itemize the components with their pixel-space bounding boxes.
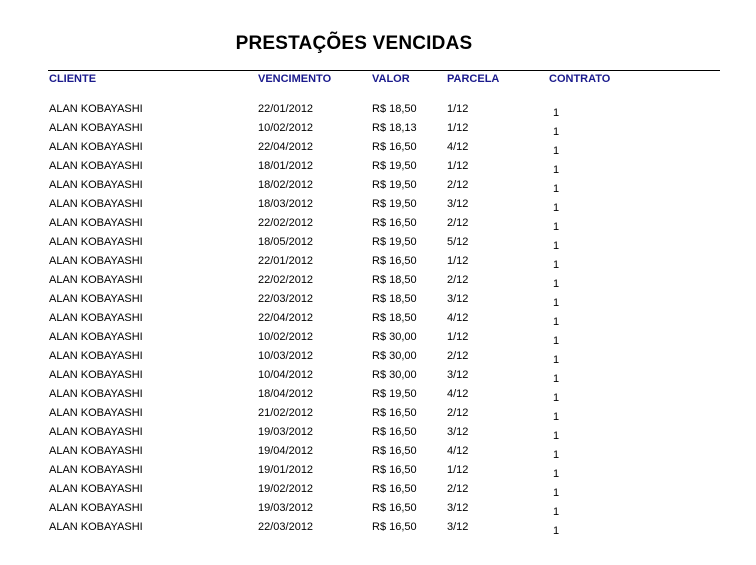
column-header-parcela: PARCELA (447, 73, 500, 85)
cell-contrato: 1 (553, 126, 560, 138)
cell-parcela: 1/12 (447, 464, 469, 476)
table-row (0, 521, 756, 540)
cell-valor: R$ 18,50 (372, 274, 417, 286)
cell-parcela: 2/12 (447, 274, 469, 286)
cell-valor: R$ 30,00 (372, 350, 417, 362)
cell-contrato: 1 (553, 525, 560, 537)
cell-contrato: 1 (553, 392, 560, 404)
column-header-contrato: CONTRATO (549, 73, 611, 85)
cell-parcela: 3/12 (447, 521, 469, 533)
cell-cliente: ALAN KOBAYASHI (49, 331, 143, 343)
cell-parcela: 4/12 (447, 445, 469, 457)
cell-cliente: ALAN KOBAYASHI (49, 293, 143, 305)
table-row (0, 122, 756, 141)
cell-vencimento: 18/05/2012 (258, 236, 314, 248)
cell-cliente: ALAN KOBAYASHI (49, 483, 143, 495)
cell-parcela: 2/12 (447, 407, 469, 419)
cell-parcela: 1/12 (447, 103, 469, 115)
cell-valor: R$ 19,50 (372, 160, 417, 172)
cell-vencimento: 18/02/2012 (258, 179, 314, 191)
cell-vencimento: 22/04/2012 (258, 141, 314, 153)
table-row (0, 388, 756, 407)
table-row (0, 350, 756, 369)
cell-cliente: ALAN KOBAYASHI (49, 426, 143, 438)
cell-contrato: 1 (553, 183, 560, 195)
cell-valor: R$ 16,50 (372, 426, 417, 438)
cell-parcela: 4/12 (447, 388, 469, 400)
cell-parcela: 3/12 (447, 293, 469, 305)
cell-vencimento: 10/04/2012 (258, 369, 314, 381)
cell-contrato: 1 (553, 164, 560, 176)
cell-vencimento: 22/02/2012 (258, 217, 314, 229)
cell-cliente: ALAN KOBAYASHI (49, 103, 143, 115)
table-row (0, 369, 756, 388)
cell-valor: R$ 16,50 (372, 502, 417, 514)
column-header-vencimento: VENCIMENTO (258, 73, 332, 85)
column-header-cliente: CLIENTE (49, 73, 97, 85)
table-row (0, 483, 756, 502)
table-row (0, 293, 756, 312)
cell-vencimento: 19/03/2012 (258, 426, 314, 438)
cell-valor: R$ 16,50 (372, 483, 417, 495)
cell-valor: R$ 16,50 (372, 217, 417, 229)
table-row (0, 445, 756, 464)
cell-contrato: 1 (553, 373, 560, 385)
table-header (0, 73, 756, 87)
cell-cliente: ALAN KOBAYASHI (49, 312, 143, 324)
cell-cliente: ALAN KOBAYASHI (49, 122, 143, 134)
table-row (0, 331, 756, 350)
cell-parcela: 3/12 (447, 426, 469, 438)
cell-vencimento: 19/01/2012 (258, 464, 314, 476)
cell-contrato: 1 (553, 430, 560, 442)
table-row (0, 426, 756, 445)
cell-valor: R$ 19,50 (372, 388, 417, 400)
cell-cliente: ALAN KOBAYASHI (49, 217, 143, 229)
cell-parcela: 3/12 (447, 502, 469, 514)
cell-vencimento: 22/01/2012 (258, 103, 314, 115)
cell-valor: R$ 19,50 (372, 198, 417, 210)
cell-valor: R$ 16,50 (372, 445, 417, 457)
cell-vencimento: 22/02/2012 (258, 274, 314, 286)
cell-cliente: ALAN KOBAYASHI (49, 369, 143, 381)
cell-valor: R$ 18,50 (372, 312, 417, 324)
table-row (0, 407, 756, 426)
cell-vencimento: 19/02/2012 (258, 483, 314, 495)
cell-parcela: 4/12 (447, 312, 469, 324)
cell-vencimento: 18/01/2012 (258, 160, 314, 172)
cell-valor: R$ 16,50 (372, 407, 417, 419)
cell-cliente: ALAN KOBAYASHI (49, 236, 143, 248)
cell-vencimento: 22/03/2012 (258, 521, 314, 533)
cell-parcela: 1/12 (447, 331, 469, 343)
cell-parcela: 3/12 (447, 198, 469, 210)
cell-valor: R$ 18,50 (372, 103, 417, 115)
cell-valor: R$ 16,50 (372, 141, 417, 153)
table-row (0, 217, 756, 236)
cell-contrato: 1 (553, 278, 560, 290)
cell-cliente: ALAN KOBAYASHI (49, 198, 143, 210)
cell-parcela: 5/12 (447, 236, 469, 248)
cell-vencimento: 10/02/2012 (258, 122, 314, 134)
cell-parcela: 3/12 (447, 369, 469, 381)
cell-parcela: 2/12 (447, 179, 469, 191)
table-row (0, 255, 756, 274)
cell-valor: R$ 18,13 (372, 122, 417, 134)
cell-contrato: 1 (553, 487, 560, 499)
cell-vencimento: 22/01/2012 (258, 255, 314, 267)
cell-vencimento: 18/04/2012 (258, 388, 314, 400)
cell-valor: R$ 18,50 (372, 293, 417, 305)
column-header-valor: VALOR (372, 73, 410, 85)
cell-contrato: 1 (553, 202, 560, 214)
table-row (0, 236, 756, 255)
cell-vencimento: 10/02/2012 (258, 331, 314, 343)
cell-contrato: 1 (553, 240, 560, 252)
cell-contrato: 1 (553, 506, 560, 518)
cell-contrato: 1 (553, 259, 560, 271)
table-row (0, 179, 756, 198)
cell-contrato: 1 (553, 468, 560, 480)
cell-cliente: ALAN KOBAYASHI (49, 141, 143, 153)
cell-vencimento: 19/03/2012 (258, 502, 314, 514)
cell-cliente: ALAN KOBAYASHI (49, 388, 143, 400)
cell-valor: R$ 30,00 (372, 331, 417, 343)
cell-valor: R$ 16,50 (372, 255, 417, 267)
cell-cliente: ALAN KOBAYASHI (49, 350, 143, 362)
table-row (0, 502, 756, 521)
cell-vencimento: 10/03/2012 (258, 350, 314, 362)
cell-cliente: ALAN KOBAYASHI (49, 445, 143, 457)
cell-cliente: ALAN KOBAYASHI (49, 160, 143, 172)
table-row (0, 141, 756, 160)
table-row (0, 198, 756, 217)
cell-contrato: 1 (553, 354, 560, 366)
cell-parcela: 2/12 (447, 217, 469, 229)
cell-cliente: ALAN KOBAYASHI (49, 274, 143, 286)
cell-contrato: 1 (553, 221, 560, 233)
cell-cliente: ALAN KOBAYASHI (49, 521, 143, 533)
cell-cliente: ALAN KOBAYASHI (49, 255, 143, 267)
cell-vencimento: 18/03/2012 (258, 198, 314, 210)
cell-parcela: 2/12 (447, 350, 469, 362)
table-row (0, 274, 756, 293)
cell-cliente: ALAN KOBAYASHI (49, 502, 143, 514)
cell-parcela: 1/12 (447, 160, 469, 172)
table-row (0, 160, 756, 179)
cell-valor: R$ 19,50 (372, 236, 417, 248)
cell-contrato: 1 (553, 107, 560, 119)
cell-valor: R$ 16,50 (372, 521, 417, 533)
cell-contrato: 1 (553, 145, 560, 157)
cell-contrato: 1 (553, 297, 560, 309)
cell-contrato: 1 (553, 411, 560, 423)
cell-contrato: 1 (553, 316, 560, 328)
table-row (0, 103, 756, 122)
cell-vencimento: 22/03/2012 (258, 293, 314, 305)
cell-vencimento: 19/04/2012 (258, 445, 314, 457)
cell-cliente: ALAN KOBAYASHI (49, 464, 143, 476)
cell-parcela: 1/12 (447, 122, 469, 134)
cell-parcela: 1/12 (447, 255, 469, 267)
table-row (0, 312, 756, 331)
cell-contrato: 1 (553, 335, 560, 347)
cell-vencimento: 21/02/2012 (258, 407, 314, 419)
table-row (0, 464, 756, 483)
cell-contrato: 1 (553, 449, 560, 461)
cell-cliente: ALAN KOBAYASHI (49, 407, 143, 419)
report-title: PRESTAÇÕES VENCIDAS (235, 33, 473, 54)
cell-valor: R$ 16,50 (372, 464, 417, 476)
cell-parcela: 2/12 (447, 483, 469, 495)
cell-valor: R$ 30,00 (372, 369, 417, 381)
header-divider (48, 70, 720, 71)
cell-valor: R$ 19,50 (372, 179, 417, 191)
cell-cliente: ALAN KOBAYASHI (49, 179, 143, 191)
cell-vencimento: 22/04/2012 (258, 312, 314, 324)
table-body (0, 103, 756, 540)
cell-parcela: 4/12 (447, 141, 469, 153)
